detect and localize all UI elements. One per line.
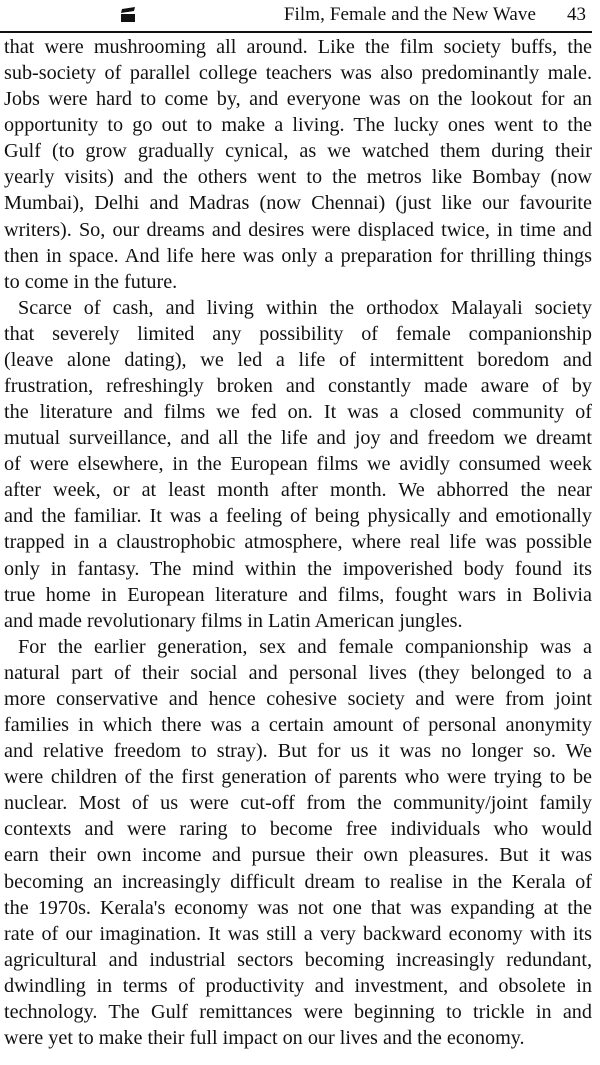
paragraph-3 <box>4 634 592 1051</box>
text-line: after week, or at least month after month. We abhorred the near <box>4 479 592 502</box>
paragraph-2 <box>4 295 592 634</box>
text-line: Mumbai), Delhi and Madras (now Chennai) (just like our favourite <box>4 192 592 215</box>
text-line: the literature and films we fed on. It was a closed community of <box>4 401 592 424</box>
text-line: were children of the first generation of parents who were trying to be <box>4 766 592 789</box>
text-line: For the earlier generation, sex and female companionship was a <box>18 635 592 658</box>
paragraph-1 <box>4 34 592 295</box>
text-line: families in which there was a certain amount of personal anonymity <box>4 714 592 737</box>
text-line: were yet to make their full impact on our lives and the economy. <box>4 1026 525 1049</box>
text-line: agricultural and industrial sectors becoming increasingly redundant, <box>4 948 592 971</box>
text-line: nuclear. Most of us were cut-off from the community/joint family <box>4 792 592 815</box>
page-header <box>0 0 600 34</box>
text-line: Scarce of cash, and living within the orthodox Malayali society <box>18 296 592 319</box>
text-line: that were mushrooming all around. Like the film society buffs, the <box>4 36 592 58</box>
text-line: and relative freedom to stray). But for us it was no longer so. We <box>4 740 592 763</box>
text-line: (leave alone dating), we led a life of intermittent boredom and <box>4 348 592 371</box>
text-line: and made revolutionary films in Latin American jungles. <box>4 609 463 632</box>
text-line: trapped in a claustrophobic atmosphere, where real life was possible <box>4 531 592 554</box>
text-line: becoming an increasingly difficult dream to realise in the Kerala of <box>4 870 592 893</box>
text-line: natural part of their social and personal lives (they belonged to a <box>4 661 592 684</box>
text-line: opportunity to go out to make a living. The lucky ones went to the <box>4 114 592 137</box>
text-line: only in fantasy. The mind within the impoverished body found its <box>4 557 592 580</box>
clapperboard-icon <box>120 7 136 23</box>
text-line: Gulf (to grow gradually cynical, as we watched them during their <box>4 140 592 163</box>
text-line: dwindling in terms of productivity and investment, and obsolete in <box>4 974 592 997</box>
text-line: to come in the future. <box>4 270 178 293</box>
text-line: earn their own income and pursue their own pleasures. But it was <box>4 844 592 867</box>
text-line: then in space. And life here was only a preparation for thrilling things <box>4 244 592 267</box>
text-line: rate of our imagination. It was still a very backward economy with its <box>4 922 592 945</box>
text-line: of were elsewhere, in the European films we avidly consumed week <box>4 453 592 476</box>
running-head: Film, Female and the New Wave <box>283 4 536 25</box>
text-line: technology. The Gulf remittances were beginning to trickle in and <box>4 1000 592 1023</box>
text-line: sub-society of parallel college teachers was also predominantly male. <box>4 62 592 85</box>
text-line: true home in European literature and films, fought wars in Bolivia <box>4 583 592 606</box>
header-rule <box>0 31 592 33</box>
text-line: more conservative and hence cohesive society and were from joint <box>4 687 592 710</box>
text-line: writers). So, our dreams and desires were displaced twice, in time and <box>4 218 592 241</box>
body-text <box>4 34 592 1051</box>
text-line: frustration, refreshingly broken and constantly made aware of by <box>4 375 592 398</box>
text-line: yearly visits) and the others went to the metros like Bombay (now <box>4 166 592 189</box>
text-line: mutual surveillance, and all the life and joy and freedom we dreamt <box>4 427 592 450</box>
text-line: that severely limited any possibility of female companionship <box>4 322 592 345</box>
page-number: 43 <box>567 4 586 25</box>
text-line: and the familiar. It was a feeling of being physically and emotionally <box>4 505 592 528</box>
text-line: the 1970s. Kerala's economy was not one that was expanding at the <box>4 896 592 919</box>
text-line: Jobs were hard to come by, and everyone was on the lookout for an <box>4 88 592 111</box>
text-line: contexts and were raring to become free individuals who would <box>4 818 592 841</box>
